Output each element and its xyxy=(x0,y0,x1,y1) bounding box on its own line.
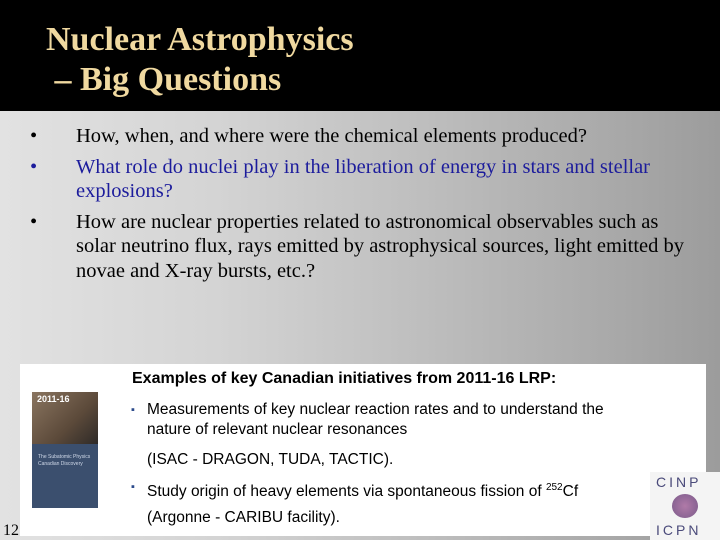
example-item-2 xyxy=(147,478,578,502)
example-detail-2: (Argonne - CARIBU facility). xyxy=(147,509,340,526)
cinp-logo xyxy=(650,472,720,540)
square-bullet: ▪ xyxy=(131,481,135,493)
example-detail-1: (ISAC - DRAGON, TUDA, TACTIC). xyxy=(147,451,394,468)
bullet-item xyxy=(30,210,700,284)
bullet-marker: • xyxy=(30,210,38,233)
bullet-item xyxy=(30,124,700,149)
example-line: Measurements of key nuclear reaction rates and to understand the xyxy=(147,401,604,418)
examples-heading: Examples of key Canadian initiatives from 2011-16 LRP: xyxy=(132,370,557,387)
logo-mark-icon xyxy=(672,494,698,518)
example-line: nature of relevant nuclear resonances xyxy=(147,421,408,438)
bullet-item xyxy=(30,155,700,204)
element-symbol: Cf xyxy=(562,483,579,501)
isotope-mass: 252 xyxy=(545,482,563,493)
bullet-marker: • xyxy=(30,125,38,147)
slide-number: 12 xyxy=(3,522,19,539)
bullet-text: What role do nuclei play in the liberation of energy in stars and stellar explosions? xyxy=(76,155,651,202)
lrp-booklet-image xyxy=(32,392,98,508)
bullet-marker: • xyxy=(30,155,38,178)
square-bullet: ▪ xyxy=(131,404,135,416)
booklet-year: 2011-16 xyxy=(37,394,70,404)
bullet-text: How are nuclear properties related to astronomical observables such as solar neutrino flux, rays emitted by astrophysical sources, light emitted by novae and X-ray bursts, etc.? xyxy=(76,210,685,282)
example-item-1 xyxy=(147,400,692,440)
bullet-text: How, when, and where were the chemical elements produced? xyxy=(76,125,587,147)
slide-title: Nuclear Astrophysics – Big Questions xyxy=(46,21,354,98)
bullet-list xyxy=(30,124,700,289)
booklet-text: The Subatomic Physics Canadian Discovery xyxy=(38,454,91,467)
example-line: Study origin of heavy elements via spontaneous fission of xyxy=(147,483,546,501)
logo-text-top: CINP xyxy=(656,474,702,490)
logo-text-bottom: ICPN xyxy=(656,522,702,538)
